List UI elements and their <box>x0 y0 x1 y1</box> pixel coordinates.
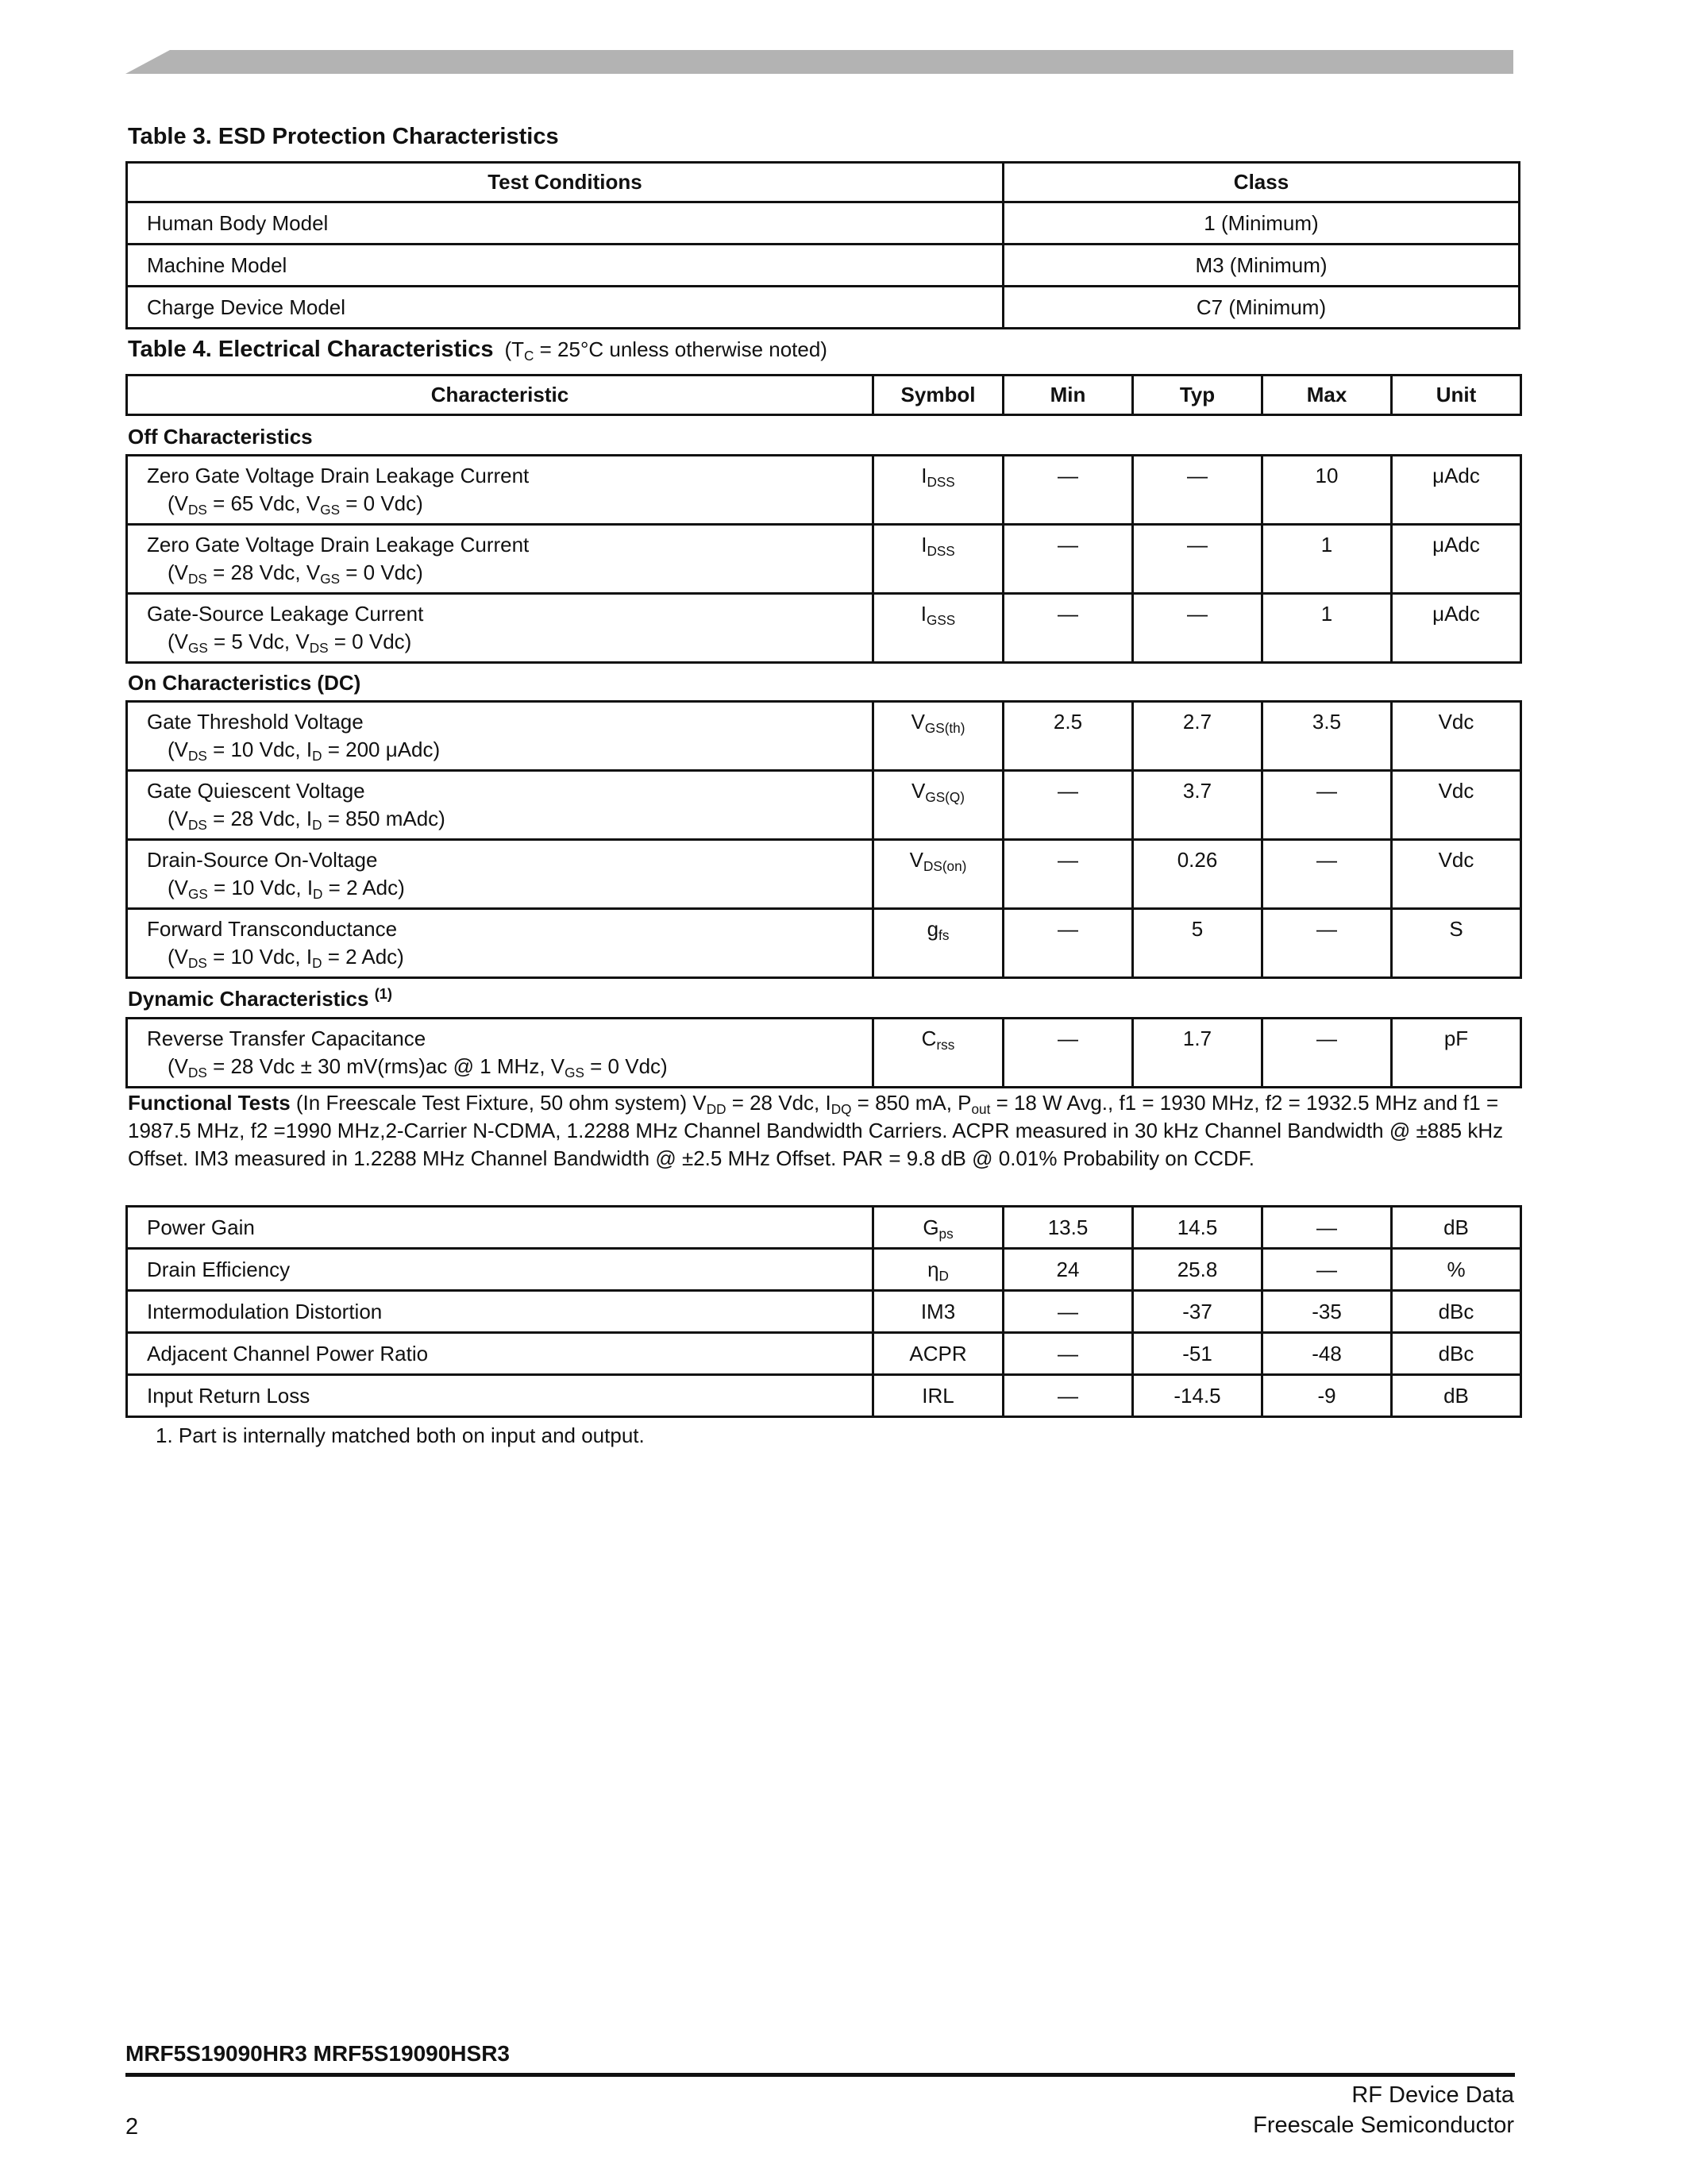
col-min: Min <box>1004 376 1133 415</box>
symbol-cell <box>873 594 1004 663</box>
condition-cell: Human Body Model <box>127 202 1004 245</box>
characteristic-cell <box>127 1249 873 1291</box>
cond-text: = 2 Adc) <box>322 945 404 969</box>
symbol-sub: rss <box>936 1037 955 1053</box>
symbol-cell <box>873 1249 1004 1291</box>
cond-sub: GS <box>565 1065 584 1081</box>
cond-sub: DS <box>309 640 329 657</box>
symbol-text: V <box>911 779 926 803</box>
functional-tests-paragraph <box>128 1089 1525 1173</box>
note-text: (T <box>504 337 525 361</box>
unit-cell: μAdc <box>1392 594 1521 663</box>
max-cell: — <box>1262 1019 1392 1088</box>
max-cell: -35 <box>1262 1291 1392 1333</box>
min-cell: 2.5 <box>1004 702 1133 771</box>
max-cell: 1 <box>1262 594 1392 663</box>
min-cell: — <box>1004 594 1133 663</box>
table-header-row <box>127 163 1520 202</box>
test-condition <box>147 805 872 833</box>
cond-sub: DS <box>188 748 207 765</box>
ft-text: = 28 Vdc, I <box>726 1091 831 1115</box>
cond-text: (V <box>168 1054 188 1078</box>
table-row <box>127 840 1521 909</box>
table-row <box>127 1333 1521 1375</box>
typ-cell: -37 <box>1133 1291 1262 1333</box>
min-cell: — <box>1004 1375 1133 1417</box>
characteristic-name: Forward Transconductance <box>147 917 398 941</box>
cond-text: = 65 Vdc, V <box>206 491 321 515</box>
class-cell: M3 (Minimum) <box>1004 245 1520 287</box>
table4-title-text: Table 4. Electrical Characteristics <box>128 337 494 362</box>
unit-cell: dB <box>1392 1375 1521 1417</box>
max-cell: — <box>1262 771 1392 840</box>
typ-cell: 3.7 <box>1133 771 1262 840</box>
cond-text: = 0 Vdc) <box>328 630 412 653</box>
symbol-cell <box>873 1019 1004 1088</box>
condition-cell: Charge Device Model <box>127 287 1004 329</box>
cond-text: = 200 μAdc) <box>322 738 441 761</box>
min-cell: — <box>1004 771 1133 840</box>
cond-text: (V <box>168 738 188 761</box>
max-cell: -48 <box>1262 1333 1392 1375</box>
characteristic-name: Gate-Source Leakage Current <box>147 602 424 626</box>
characteristic-cell <box>127 1207 873 1249</box>
cond-text: = 0 Vdc) <box>584 1054 668 1078</box>
symbol-text: g <box>927 917 939 941</box>
ft-sub: DQ <box>831 1101 852 1118</box>
typ-cell: -51 <box>1133 1333 1262 1375</box>
unit-cell: Vdc <box>1392 840 1521 909</box>
min-cell: — <box>1004 909 1133 978</box>
cond-text: = 10 Vdc, I <box>207 876 314 899</box>
characteristic-name: Power Gain <box>147 1215 255 1239</box>
table-header-row <box>127 376 1521 415</box>
footer-doc-type: RF Device Data <box>1351 2082 1514 2108</box>
cond-sub: GS <box>188 640 208 657</box>
max-cell: 1 <box>1262 525 1392 594</box>
symbol-sub: D <box>938 1267 949 1284</box>
cond-sub: GS <box>320 571 341 587</box>
ft-text: (In Freescale Test Fixture, 50 ohm system) V <box>290 1091 707 1115</box>
characteristic-cell <box>127 840 873 909</box>
symbol-text: IRL <box>922 1383 954 1408</box>
cond-text: (V <box>168 560 188 584</box>
table-row <box>127 202 1520 245</box>
max-cell: -9 <box>1262 1375 1392 1417</box>
table-row <box>127 1375 1521 1417</box>
cond-sub: D <box>312 817 322 834</box>
typ-cell: 14.5 <box>1133 1207 1262 1249</box>
esd-table <box>125 161 1520 329</box>
on-characteristics-title: On Characteristics (DC) <box>128 671 361 695</box>
max-cell: — <box>1262 840 1392 909</box>
min-cell: — <box>1004 1333 1133 1375</box>
unit-cell: dBc <box>1392 1291 1521 1333</box>
footer-rule <box>125 2073 1515 2077</box>
off-characteristics-table <box>125 454 1522 664</box>
symbol-text: I <box>921 464 927 487</box>
symbol-sub: GSS <box>927 612 956 629</box>
functional-tests-table <box>125 1205 1522 1418</box>
unit-cell: μAdc <box>1392 456 1521 525</box>
symbol-text: C <box>921 1027 937 1050</box>
unit-cell: dBc <box>1392 1333 1521 1375</box>
symbol-cell <box>873 840 1004 909</box>
table-row <box>127 1019 1521 1088</box>
cond-sub: D <box>312 748 322 765</box>
cond-text: (V <box>168 876 188 899</box>
col-characteristic: Characteristic <box>127 376 873 415</box>
symbol-text: G <box>923 1215 939 1239</box>
symbol-sub: GS(th) <box>924 720 965 737</box>
symbol-cell <box>873 1207 1004 1249</box>
class-cell: 1 (Minimum) <box>1004 202 1520 245</box>
col-symbol: Symbol <box>873 376 1004 415</box>
characteristic-cell <box>127 1019 873 1088</box>
cond-sub: D <box>313 886 323 903</box>
test-condition <box>147 628 872 656</box>
class-cell: C7 (Minimum) <box>1004 287 1520 329</box>
unit-cell: Vdc <box>1392 771 1521 840</box>
unit-cell: Vdc <box>1392 702 1521 771</box>
max-cell: — <box>1262 1207 1392 1249</box>
test-condition <box>147 736 872 764</box>
characteristic-cell <box>127 594 873 663</box>
cond-text: = 0 Vdc) <box>340 491 423 515</box>
cond-sub: GS <box>320 502 341 518</box>
characteristic-cell <box>127 909 873 978</box>
table-row <box>127 771 1521 840</box>
cond-text: (V <box>168 807 188 830</box>
cond-text: = 5 Vdc, V <box>207 630 310 653</box>
symbol-cell <box>873 1375 1004 1417</box>
cond-text: = 2 Adc) <box>322 876 405 899</box>
ft-sub: DD <box>706 1101 726 1118</box>
max-cell: 3.5 <box>1262 702 1392 771</box>
symbol-text: V <box>909 848 923 872</box>
cond-sub: DS <box>188 817 207 834</box>
note-text: = 25°C unless otherwise noted) <box>534 337 827 361</box>
on-characteristics-table <box>125 700 1522 979</box>
unit-cell: % <box>1392 1249 1521 1291</box>
max-cell: — <box>1262 909 1392 978</box>
dynamic-characteristics-table <box>125 1017 1522 1088</box>
characteristic-name: Reverse Transfer Capacitance <box>147 1027 426 1050</box>
test-condition <box>147 1053 872 1080</box>
table-row <box>127 702 1521 771</box>
cond-sub: GS <box>188 886 208 903</box>
footnote-ref: (1) <box>374 985 392 1002</box>
max-cell: 10 <box>1262 456 1392 525</box>
condition-cell: Machine Model <box>127 245 1004 287</box>
cond-text: (V <box>168 491 188 515</box>
characteristic-name: Adjacent Channel Power Ratio <box>147 1341 429 1365</box>
cond-sub: DS <box>188 502 207 518</box>
col-unit: Unit <box>1392 376 1521 415</box>
test-condition <box>147 490 872 518</box>
symbol-sub: DSS <box>927 543 955 560</box>
page-number: 2 <box>125 2114 139 2140</box>
characteristic-cell <box>127 456 873 525</box>
table-row <box>127 909 1521 978</box>
cond-text: = 0 Vdc) <box>340 560 423 584</box>
symbol-text: V <box>911 710 925 734</box>
characteristic-name: Gate Quiescent Voltage <box>147 779 365 803</box>
min-cell: — <box>1004 840 1133 909</box>
typ-cell: 5 <box>1133 909 1262 978</box>
elec-header-table <box>125 374 1522 416</box>
cond-sub: DS <box>188 571 207 587</box>
characteristic-cell <box>127 771 873 840</box>
max-cell: — <box>1262 1249 1392 1291</box>
characteristic-name: Input Return Loss <box>147 1383 310 1408</box>
functional-tests-title: Functional Tests <box>128 1091 291 1115</box>
cond-sub: DS <box>188 1065 207 1081</box>
test-condition <box>147 874 872 902</box>
unit-cell: S <box>1392 909 1521 978</box>
cond-sub: DS <box>188 955 207 972</box>
min-cell: 24 <box>1004 1249 1133 1291</box>
col-class: Class <box>1004 163 1520 202</box>
typ-cell: 2.7 <box>1133 702 1262 771</box>
table-row <box>127 245 1520 287</box>
test-condition <box>147 559 872 587</box>
symbol-text: I <box>921 533 927 557</box>
symbol-text: I <box>920 602 927 626</box>
table4-note <box>504 337 827 364</box>
symbol-cell <box>873 771 1004 840</box>
cond-text: = 28 Vdc, I <box>206 807 313 830</box>
characteristic-cell <box>127 702 873 771</box>
table-row <box>127 1207 1521 1249</box>
characteristic-cell <box>127 1333 873 1375</box>
characteristic-cell <box>127 525 873 594</box>
cond-text: = 10 Vdc, I <box>206 945 313 969</box>
col-max: Max <box>1262 376 1392 415</box>
min-cell: — <box>1004 456 1133 525</box>
symbol-sub: GS(Q) <box>925 789 965 806</box>
typ-cell: 0.26 <box>1133 840 1262 909</box>
characteristic-name: Zero Gate Voltage Drain Leakage Current <box>147 533 530 557</box>
typ-cell: — <box>1133 456 1262 525</box>
characteristic-name: Drain Efficiency <box>147 1257 291 1281</box>
typ-cell: — <box>1133 525 1262 594</box>
table-row <box>127 1291 1521 1333</box>
cond-text: = 10 Vdc, I <box>206 738 313 761</box>
table-row <box>127 594 1521 663</box>
symbol-sub: DSS <box>927 474 955 491</box>
min-cell: 13.5 <box>1004 1207 1133 1249</box>
note-sub: C <box>524 348 534 364</box>
symbol-text: IM3 <box>920 1299 956 1323</box>
table-row <box>127 287 1520 329</box>
typ-cell: 25.8 <box>1133 1249 1262 1291</box>
characteristic-name: Drain-Source On-Voltage <box>147 848 378 872</box>
cond-sub: D <box>312 955 322 972</box>
min-cell: — <box>1004 1019 1133 1088</box>
characteristic-name: Gate Threshold Voltage <box>147 710 364 734</box>
symbol-sub: fs <box>938 927 950 944</box>
symbol-text: ACPR <box>909 1341 967 1365</box>
cond-text: = 28 Vdc ± 30 mV(rms)ac @ 1 MHz, V <box>206 1054 565 1078</box>
ft-sub: out <box>971 1101 991 1118</box>
cond-text: (V <box>168 945 188 969</box>
unit-cell: dB <box>1392 1207 1521 1249</box>
symbol-cell <box>873 525 1004 594</box>
part-numbers: MRF5S19090HR3 MRF5S19090HSR3 <box>125 2041 510 2066</box>
off-characteristics-title: Off Characteristics <box>128 425 313 449</box>
cond-text: = 850 mAdc) <box>322 807 445 830</box>
table3-title: Table 3. ESD Protection Characteristics <box>128 124 559 149</box>
symbol-sub: ps <box>938 1225 954 1242</box>
symbol-cell <box>873 909 1004 978</box>
typ-cell: — <box>1133 594 1262 663</box>
min-cell: — <box>1004 525 1133 594</box>
table-row <box>127 525 1521 594</box>
symbol-cell <box>873 456 1004 525</box>
characteristic-cell <box>127 1375 873 1417</box>
unit-cell: pF <box>1392 1019 1521 1088</box>
symbol-cell <box>873 1333 1004 1375</box>
symbol-cell <box>873 1291 1004 1333</box>
header-bar <box>125 50 1513 74</box>
typ-cell: -14.5 <box>1133 1375 1262 1417</box>
cond-text: (V <box>168 630 188 653</box>
min-cell: — <box>1004 1291 1133 1333</box>
dynamic-title-text: Dynamic Characteristics <box>128 987 369 1011</box>
col-test-conditions: Test Conditions <box>127 163 1004 202</box>
ft-text: = 850 mA, P <box>851 1091 972 1115</box>
characteristic-cell <box>127 1291 873 1333</box>
ft-text: = 18 W Avg., f1 = 1930 MHz, f2 = 1932.5 MHz and f1 = 1987.5 MHz, f2 =1990 MHz,2-Carrier N-CDMA, 1.2288 MHz Channel Bandwidth Carriers. ACPR measured in 30 kHz Channel Bandwidth @ ±885 kHz Offset. IM3 measured in 1.2288 MHz Channel Bandwidth @ ±2.5 MHz Offset. PAR = 9.8 dB @ 0.01% Probability on CCDF. <box>128 1091 1504 1170</box>
footnote: 1. Part is internally matched both on input and output. <box>156 1423 645 1447</box>
dynamic-characteristics-title <box>128 987 392 1011</box>
col-typ: Typ <box>1133 376 1262 415</box>
typ-cell: 1.7 <box>1133 1019 1262 1088</box>
unit-cell: μAdc <box>1392 525 1521 594</box>
cond-text: = 28 Vdc, V <box>206 560 321 584</box>
symbol-sub: DS(on) <box>923 858 967 875</box>
table-row <box>127 1249 1521 1291</box>
test-condition <box>147 943 872 971</box>
table-row <box>127 456 1521 525</box>
characteristic-name: Zero Gate Voltage Drain Leakage Current <box>147 464 530 487</box>
symbol-cell <box>873 702 1004 771</box>
table4-title <box>128 337 827 363</box>
characteristic-name: Intermodulation Distortion <box>147 1299 383 1323</box>
footer-company: Freescale Semiconductor <box>1253 2113 1514 2138</box>
symbol-text: η <box>927 1257 939 1281</box>
